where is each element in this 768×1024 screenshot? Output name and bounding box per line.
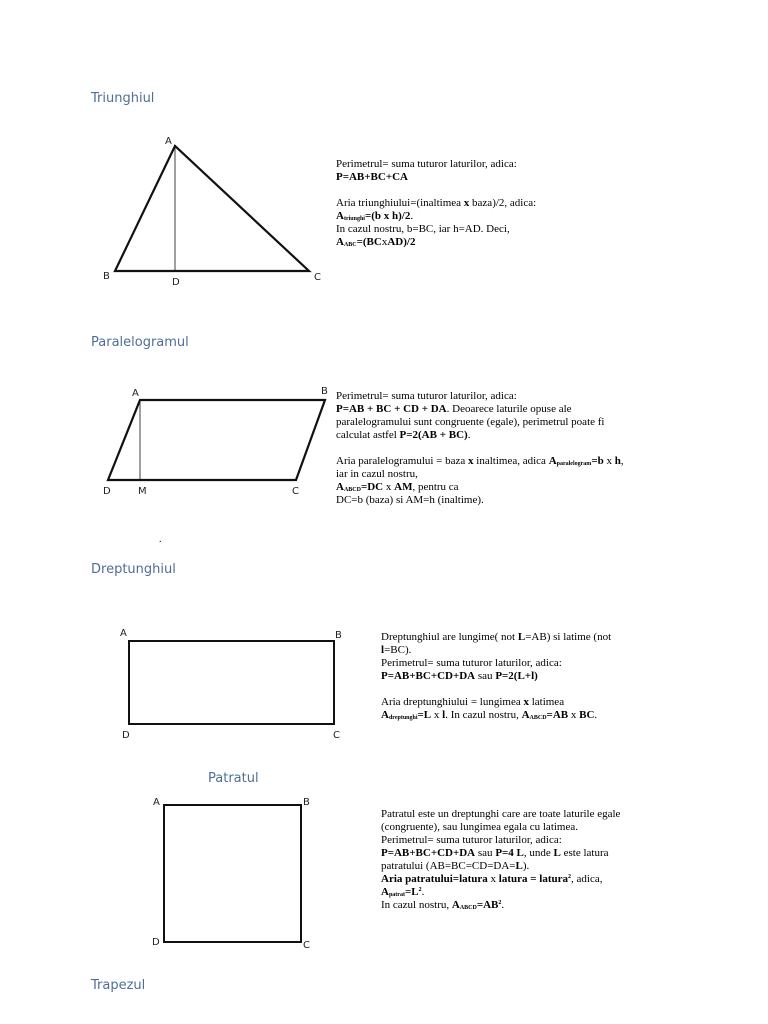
rectangle-perimeter-intro: Perimetrul= suma tuturor laturilor, adica: xyxy=(381,657,562,669)
rectangle-area-formula: $A_{dreptunghi}=L$ x l. In cazul nostru, $A_{ABCD}=AB$ x BC. xyxy=(381,709,598,721)
square-case-line: In cazul nostru, $A_{ABCD}=AB^2$. xyxy=(381,899,505,911)
rectangle-line2: l=BC). xyxy=(381,644,412,656)
stray-dot: . xyxy=(159,534,162,545)
parallelogram-shape xyxy=(108,400,325,480)
triangle-shape xyxy=(115,146,309,271)
parallelogram-perimeter-intro: Perimetrul= suma tuturor laturilor, adica: xyxy=(336,390,517,402)
parallelogram-label-b: B xyxy=(321,386,328,397)
square-line1: Patratul este un dreptunghi care are toate laturile egale xyxy=(381,808,621,820)
triangle-figure xyxy=(103,136,321,288)
triangle-label-c: C xyxy=(314,272,321,283)
square-label-b: B xyxy=(303,797,310,808)
triangle-area-formula: $A_{triunghi}=(b$ x h)/2. xyxy=(336,210,414,222)
rectangle-line1: Dreptunghiul are lungime( not L=AB) si latime (not xyxy=(381,631,612,643)
rectangle-shape xyxy=(129,641,334,724)
triangle-area-intro: Aria triunghiului=(inaltimea x baza)/2, adica: xyxy=(336,197,537,209)
triangle-text xyxy=(336,158,756,249)
parallelogram-label-c: C xyxy=(292,486,299,497)
rectangle-label-d: D xyxy=(122,730,130,741)
square-line5: patratului (AB=BC=CD=DA=L). xyxy=(381,860,530,872)
rectangle-perimeter-formula: P=AB+BC+CD+DA sau P=2(L+l) xyxy=(381,670,538,682)
square-line2: (congruente), sau lungimea egala cu latimea. xyxy=(381,821,578,833)
triangle-label-b: B xyxy=(103,271,110,282)
parallelogram-line8: DC=b (baza) si AM=h (inaltime). xyxy=(336,494,484,506)
heading-rectangle: Dreptunghiul xyxy=(91,562,176,577)
rectangle-figure xyxy=(120,628,342,741)
parallelogram-abcd-formula: $A_{ABCD}=DC$ x AM, pentru ca xyxy=(336,481,459,493)
square-text xyxy=(381,808,721,912)
parallelogram-figure xyxy=(103,386,328,497)
heading-trapezoid: Trapezul xyxy=(91,978,146,993)
rectangle-text xyxy=(381,631,671,722)
square-label-c: C xyxy=(303,940,310,951)
rectangle-label-a: A xyxy=(120,628,127,639)
square-perimeter-intro: Perimetrul= suma tuturor laturilor, adica: xyxy=(381,834,562,846)
square-shape xyxy=(164,805,301,942)
square-label-d: D xyxy=(152,937,160,948)
parallelogram-line6: iar in cazul nostru, xyxy=(336,468,418,480)
heading-square: Patratul xyxy=(208,771,259,786)
heading-triangle: Triunghiul xyxy=(91,91,155,106)
square-perimeter-formula: P=AB+BC+CD+DA sau P=4 L, unde L este latura xyxy=(381,847,609,859)
parallelogram-text xyxy=(336,390,756,507)
parallelogram-label-d: D xyxy=(103,486,111,497)
triangle-abc-formula: $A_{ABC}=(BCxAD)/2$ xyxy=(336,236,416,248)
triangle-case-line: In cazul nostru, b=BC, iar h=AD. Deci, xyxy=(336,223,510,235)
square-figure xyxy=(152,797,310,951)
parallelogram-label-a: A xyxy=(132,388,139,399)
triangle-perimeter-formula: P=AB+BC+CA xyxy=(336,171,408,183)
square-area-line: Aria patratului=latura x latura = latura$^2$, adica, xyxy=(381,873,603,885)
triangle-label-a: A xyxy=(165,136,172,147)
square-label-a: A xyxy=(153,797,160,808)
parallelogram-perimeter-formula: P=AB + BC + CD + DA. Deoarece laturile opuse ale xyxy=(336,403,572,415)
rectangle-area-intro: Aria dreptunghiului = lungimea x latimea xyxy=(381,696,565,708)
triangle-label-d: D xyxy=(172,277,180,288)
rectangle-label-c: C xyxy=(333,730,340,741)
parallelogram-line3: paralelogramului sunt congruente (egale), perimetrul poate fi xyxy=(336,416,605,428)
parallelogram-label-m: M xyxy=(138,486,147,497)
triangle-perimeter-intro: Perimetrul= suma tuturor laturilor, adica: xyxy=(336,158,517,170)
parallelogram-area-line: Aria paralelogramului = baza x inaltimea, adica $A_{paralelogram}=b$ x h, xyxy=(336,455,624,467)
heading-parallelogram: Paralelogramul xyxy=(91,335,189,350)
rectangle-label-b: B xyxy=(335,630,342,641)
parallelogram-line4: calculat astfel P=2(AB + BC). xyxy=(336,429,471,441)
square-area-formula: $A_{patrat}=L^2$. xyxy=(381,886,425,898)
